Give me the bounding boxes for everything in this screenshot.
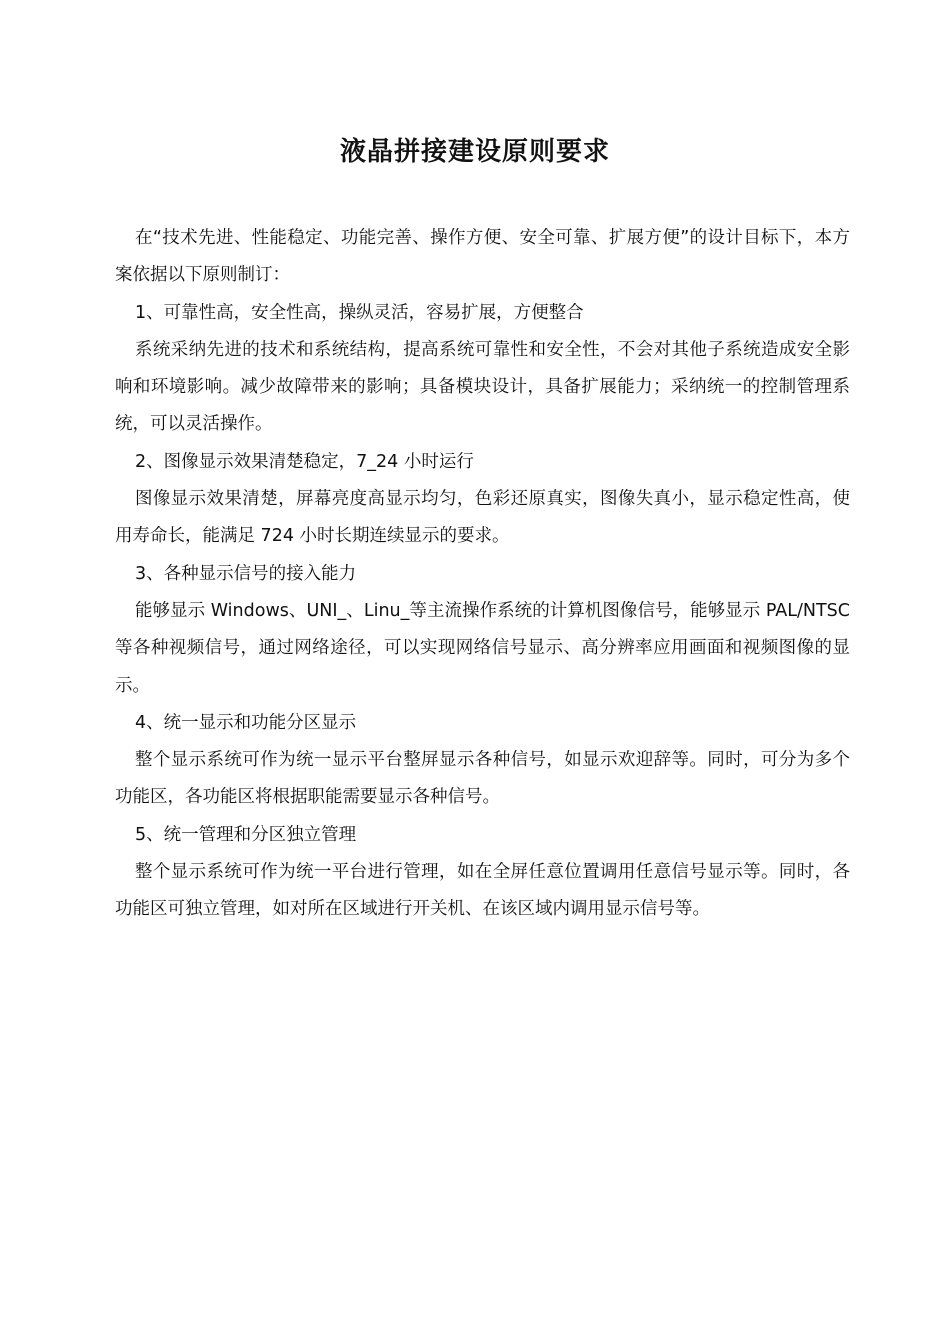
principle-heading-3: 3、各种显示信号的接入能力 bbox=[135, 563, 357, 584]
principle-body-3: 能够显示 Windows、UNI_、Linu_等主流操作系统的计算机图像信号，能够显示 PAL/NTSC 等各种视频信号，通过网络途径，可以实现网络信号显示、高分辨率应用画面和视频图像的显示。 bbox=[115, 600, 850, 696]
principle-body-5: 整个显示系统可作为统一平台进行管理，如在全屏任意位置调用任意信号显示等。同时，各功能区可独立管理，如对所在区域进行开关机、在该区域内调用显示信号等。 bbox=[115, 862, 850, 920]
principle-body-2: 图像显示效果清楚，屏幕亮度高显示均匀，色彩还原真实，图像失真小，显示稳定性高，使用寿命长，能满足 724 小时长期连续显示的要求。 bbox=[115, 489, 850, 547]
principle-heading-1: 1、可靠性高，安全性高，操纵灵活，容易扩展，方便整合 bbox=[135, 302, 584, 323]
principle-body-1: 系统采纳先进的技术和系统结构，提高系统可靠性和安全性，不会对其他子系统造成安全影响和环境影响。减少故障带来的影响；具备模块设计，具备扩展能力；采纳统一的控制管理系统，可以灵活操作。 bbox=[115, 339, 850, 435]
intro-paragraph: 在“技术先进、性能稳定、功能完善、操作方便、安全可靠、扩展方便”的设计目标下，本方案依据以下原则制订： bbox=[115, 228, 850, 286]
principle-body-4: 整个显示系统可作为统一显示平台整屏显示各种信号，如显示欢迎辞等。同时，可分为多个功能区，各功能区将根据职能需要显示各种信号。 bbox=[115, 750, 850, 808]
principle-heading-2: 2、图像显示效果清楚稳定，7_24 小时运行 bbox=[135, 451, 474, 472]
document-title: 液晶拼接建设原则要求 bbox=[339, 137, 610, 167]
principle-heading-5: 5、统一管理和分区独立管理 bbox=[135, 824, 357, 845]
document-body bbox=[115, 220, 850, 929]
principle-heading-4: 4、统一显示和功能分区显示 bbox=[135, 712, 357, 733]
